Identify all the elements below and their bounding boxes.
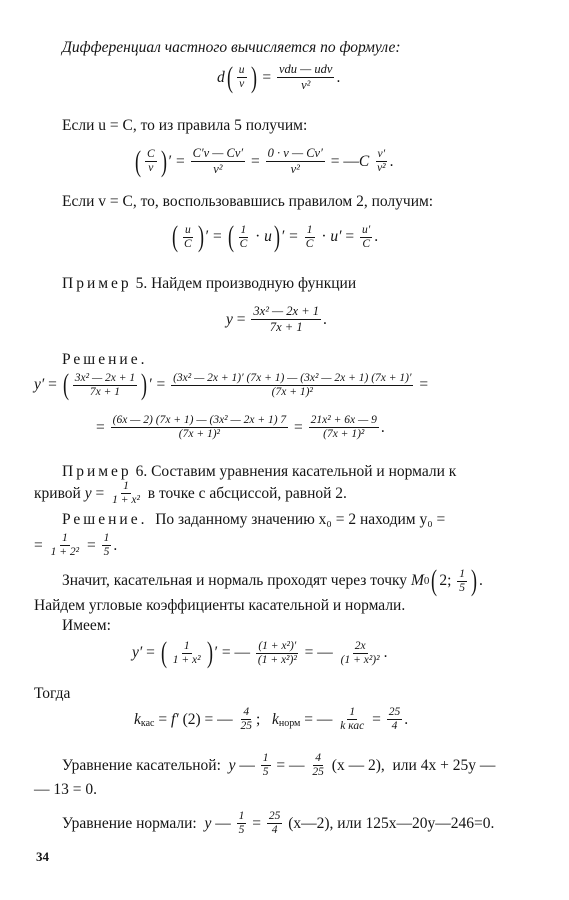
- solution-label: Решение.: [62, 351, 148, 368]
- text-line: Если u = C, то из правила 5 получим:: [62, 117, 308, 134]
- page-number: 34: [36, 849, 49, 864]
- text-line: Тогда: [34, 685, 71, 702]
- text-line: или 4x + 25y —: [392, 756, 496, 774]
- text-line: Если v = C, то, воспользовавшись правилом 2, получим:: [62, 193, 434, 210]
- example-6-curve-line: кривой y = 1 1 + x² в точке с абсциссой, равной 2.: [34, 480, 347, 506]
- text-line: Уравнение нормали:: [62, 814, 197, 832]
- text-line: Значит, касательная и нормаль проходят через точку: [62, 572, 408, 589]
- formula-quotient-differential: d ( u v ) = vdu — udv v² .: [217, 60, 341, 94]
- text-line: в точке с абсциссой, равной 2.: [147, 484, 347, 502]
- text-line: — 13 = 0.: [34, 781, 97, 798]
- text-line: Уравнение касательной:: [62, 756, 221, 774]
- point-line: Значит, касательная и нормаль проходят через точку M 0 ( 2; 1 5 ) .: [62, 564, 483, 597]
- formula-y0: = 1 1 + 2² = 1 5 .: [34, 532, 118, 558]
- formula-derivative-line1: y′ = ( 3x² — 2x + 1 7x + 1 ) ′ = (3x² — 2x + 1)′ (7x + 1) — (3x² — 2x + 1) (7x + 1)′ (7x + 1)² =: [34, 368, 429, 401]
- text-line: или 125x—20y—246=0.: [337, 814, 495, 832]
- solution-6-line: Решение. По заданному значению x₀ = 2 находим y₀ =: [62, 511, 446, 528]
- text-line: Имеем:: [62, 617, 111, 634]
- example-6-heading: Пример 6. Составим уравнения касательной и нормали к: [62, 463, 457, 480]
- normal-equation: Уравнение нормали: y — 1 5 = 25 4 (x—2), или 125x—20y—246=0.: [62, 810, 495, 836]
- formula-rule-u-const: ( C v ) ′ = C′v — Cv′ v² = 0 · v — Cv′ v² = — C v′ v² .: [135, 144, 394, 178]
- tangent-equation: Уравнение касательной: y — 1 5 = — 4 25 (x — 2), или 4x + 25y —: [62, 752, 496, 778]
- formula-derivative-line2: = (6x — 2) (7x + 1) — (3x² — 2x + 1) 7 (7x + 1)² = 21x² + 6x — 9 (7x + 1)² .: [96, 414, 385, 440]
- formula-example-5-function: y = 3x² — 2x + 1 7x + 1 .: [226, 304, 327, 334]
- text-line: Найдем угловые коэффициенты касательной и нормали.: [34, 597, 406, 614]
- formula-rule-v-const: ( u C ) ′ = ( 1 C · u ) ′ = 1 C · u′ = u′ C .: [172, 220, 379, 253]
- formula-slopes: k кас = f′ (2) = — 4 25 ; k норм = — 1 k кас = 25 4 .: [134, 706, 409, 732]
- text-line: Дифференциал частного вычисляется по формуле:: [62, 39, 401, 56]
- text-line: кривой: [34, 484, 81, 502]
- example-5-heading: Пример 5. Найдем производную функции: [62, 275, 357, 292]
- formula-derivative-6: y′ = ( 1 1 + x² ) ′ = — (1 + x²)′ (1 + x²)² = — 2x (1 + x²)² .: [132, 636, 388, 669]
